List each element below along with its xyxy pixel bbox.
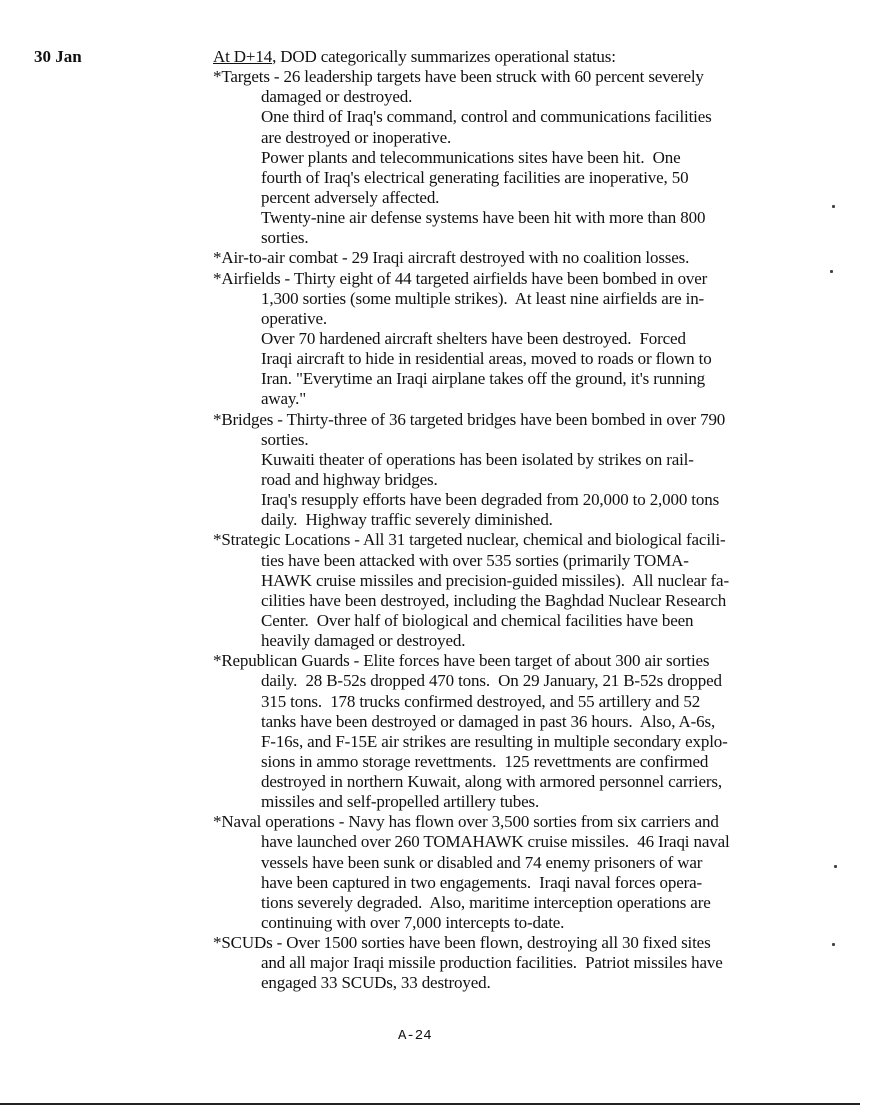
text-line: Power plants and telecommunications sites have been hit. One [261, 147, 681, 167]
scan-speck [834, 865, 837, 868]
page-number: A-24 [398, 1028, 432, 1044]
text-line: *Targets - 26 leadership targets have been struck with 60 percent severely [213, 67, 704, 87]
bullet-item [213, 269, 730, 329]
bullet-item [213, 812, 730, 933]
text-line: *Naval operations - Navy has flown over 3,500 sorties from six carriers and [213, 812, 719, 832]
text-line: are destroyed or inoperative. [261, 127, 452, 147]
text-line: 315 tons. 178 trucks confirmed destroyed, and 55 artillery and 52 [261, 691, 701, 711]
sub-paragraph [213, 329, 730, 410]
text-line: road and highway bridges. [261, 469, 438, 489]
sub-paragraph [213, 450, 730, 490]
text-line: continuing with over 7,000 intercepts to-date. [261, 913, 565, 933]
text-line: *Bridges - Thirty-three of 36 targeted bridges have been bombed in over 790 [213, 409, 726, 429]
heading-line [213, 47, 730, 67]
text-line: Iraqi aircraft to hide in residential areas, moved to roads or flown to [261, 349, 712, 369]
sub-paragraph [213, 490, 730, 530]
text-line: daily. Highway traffic severely diminished. [261, 510, 553, 530]
text-line: sorties. [261, 429, 309, 449]
bottom-rule [0, 1103, 860, 1105]
text-line: *SCUDs - Over 1500 sorties have been flown, destroying all 30 fixed sites [213, 933, 711, 953]
text-line: One third of Iraq's command, control and communications facilities [261, 107, 712, 127]
text-line: sorties. [261, 228, 309, 248]
scan-speck [832, 205, 835, 208]
text-line: Iran. "Everytime an Iraqi airplane takes off the ground, it's running [261, 369, 706, 389]
bullet-item [213, 530, 730, 651]
text-line: tions severely degraded. Also, maritime interception operations are [261, 892, 711, 912]
text-line: have launched over 260 TOMAHAWK cruise missiles. 46 Iraqi naval [261, 832, 730, 852]
text-line: Over 70 hardened aircraft shelters have been destroyed. Forced [261, 328, 686, 348]
bullet-item [213, 248, 730, 268]
text-line: *Airfields - Thirty eight of 44 targeted airfields have been bombed in over [213, 268, 708, 288]
scan-speck [830, 270, 833, 273]
entry-date: 30 Jan [34, 47, 82, 66]
text-line: and all major Iraqi missile production facilities. Patriot missiles have [261, 953, 723, 973]
text-line: *Strategic Locations - All 31 targeted nuclear, chemical and biological facili- [213, 530, 726, 550]
bullet-item [213, 67, 730, 107]
text-line: missiles and self-propelled artillery tubes. [261, 792, 540, 812]
text-line: daily. 28 B-52s dropped 470 tons. On 29 January, 21 B-52s dropped [261, 671, 722, 691]
sub-paragraph [213, 208, 730, 248]
text-line: have been captured in two engagements. Iraqi naval forces opera- [261, 872, 703, 892]
bullet-item [213, 933, 730, 993]
scan-speck [832, 943, 835, 946]
text-line: percent adversely affected. [261, 187, 440, 207]
text-line: 1,300 sorties (some multiple strikes). At least nine airfields are in- [261, 288, 705, 308]
text-line: ties have been attacked with over 535 sorties (primarily TOMA- [261, 550, 689, 570]
text-line: Iraq's resupply efforts have been degraded from 20,000 to 2,000 tons [261, 490, 720, 510]
sub-paragraph [213, 148, 730, 208]
text-line: engaged 33 SCUDs, 33 destroyed. [261, 973, 491, 993]
text-line: Kuwaiti theater of operations has been isolated by strikes on rail- [261, 449, 694, 469]
text-line: heavily damaged or destroyed. [261, 631, 466, 651]
sub-paragraph [213, 107, 730, 147]
text-line: HAWK cruise missiles and precision-guided missiles). All nuclear fa- [261, 570, 729, 590]
text-line: tanks have been destroyed or damaged in past 36 hours. Also, A-6s, [261, 711, 716, 731]
text-line: vessels have been sunk or disabled and 74 enemy prisoners of war [261, 852, 703, 872]
text-line: operative. [261, 308, 327, 328]
bullet-item [213, 651, 730, 812]
document-body [213, 47, 730, 994]
text-line: cilities have been destroyed, including the Baghdad Nuclear Research [261, 590, 727, 610]
text-line: fourth of Iraq's electrical generating facilities are inoperative, 50 [261, 167, 689, 187]
heading-underlined: At D+14 [213, 47, 273, 66]
text-line: *Air-to-air combat - 29 Iraqi aircraft destroyed with no coalition losses. [213, 248, 690, 268]
text-line: Center. Over half of biological and chemical facilities have been [261, 610, 694, 630]
text-line: destroyed in northern Kuwait, along with armored personnel carriers, [261, 772, 722, 792]
text-line: away." [261, 389, 307, 409]
text-line: damaged or destroyed. [261, 87, 413, 107]
text-line: *Republican Guards - Elite forces have been target of about 300 air sorties [213, 651, 710, 671]
text-line: sions in ammo storage revettments. 125 revettments are confirmed [261, 751, 709, 771]
text-line: F-16s, and F-15E air strikes are resulting in multiple secondary explo- [261, 731, 728, 751]
bullet-item [213, 410, 730, 450]
text-line: Twenty-nine air defense systems have been hit with more than 800 [261, 208, 706, 228]
heading-text: , DOD categorically summarizes operational status: [272, 47, 616, 66]
